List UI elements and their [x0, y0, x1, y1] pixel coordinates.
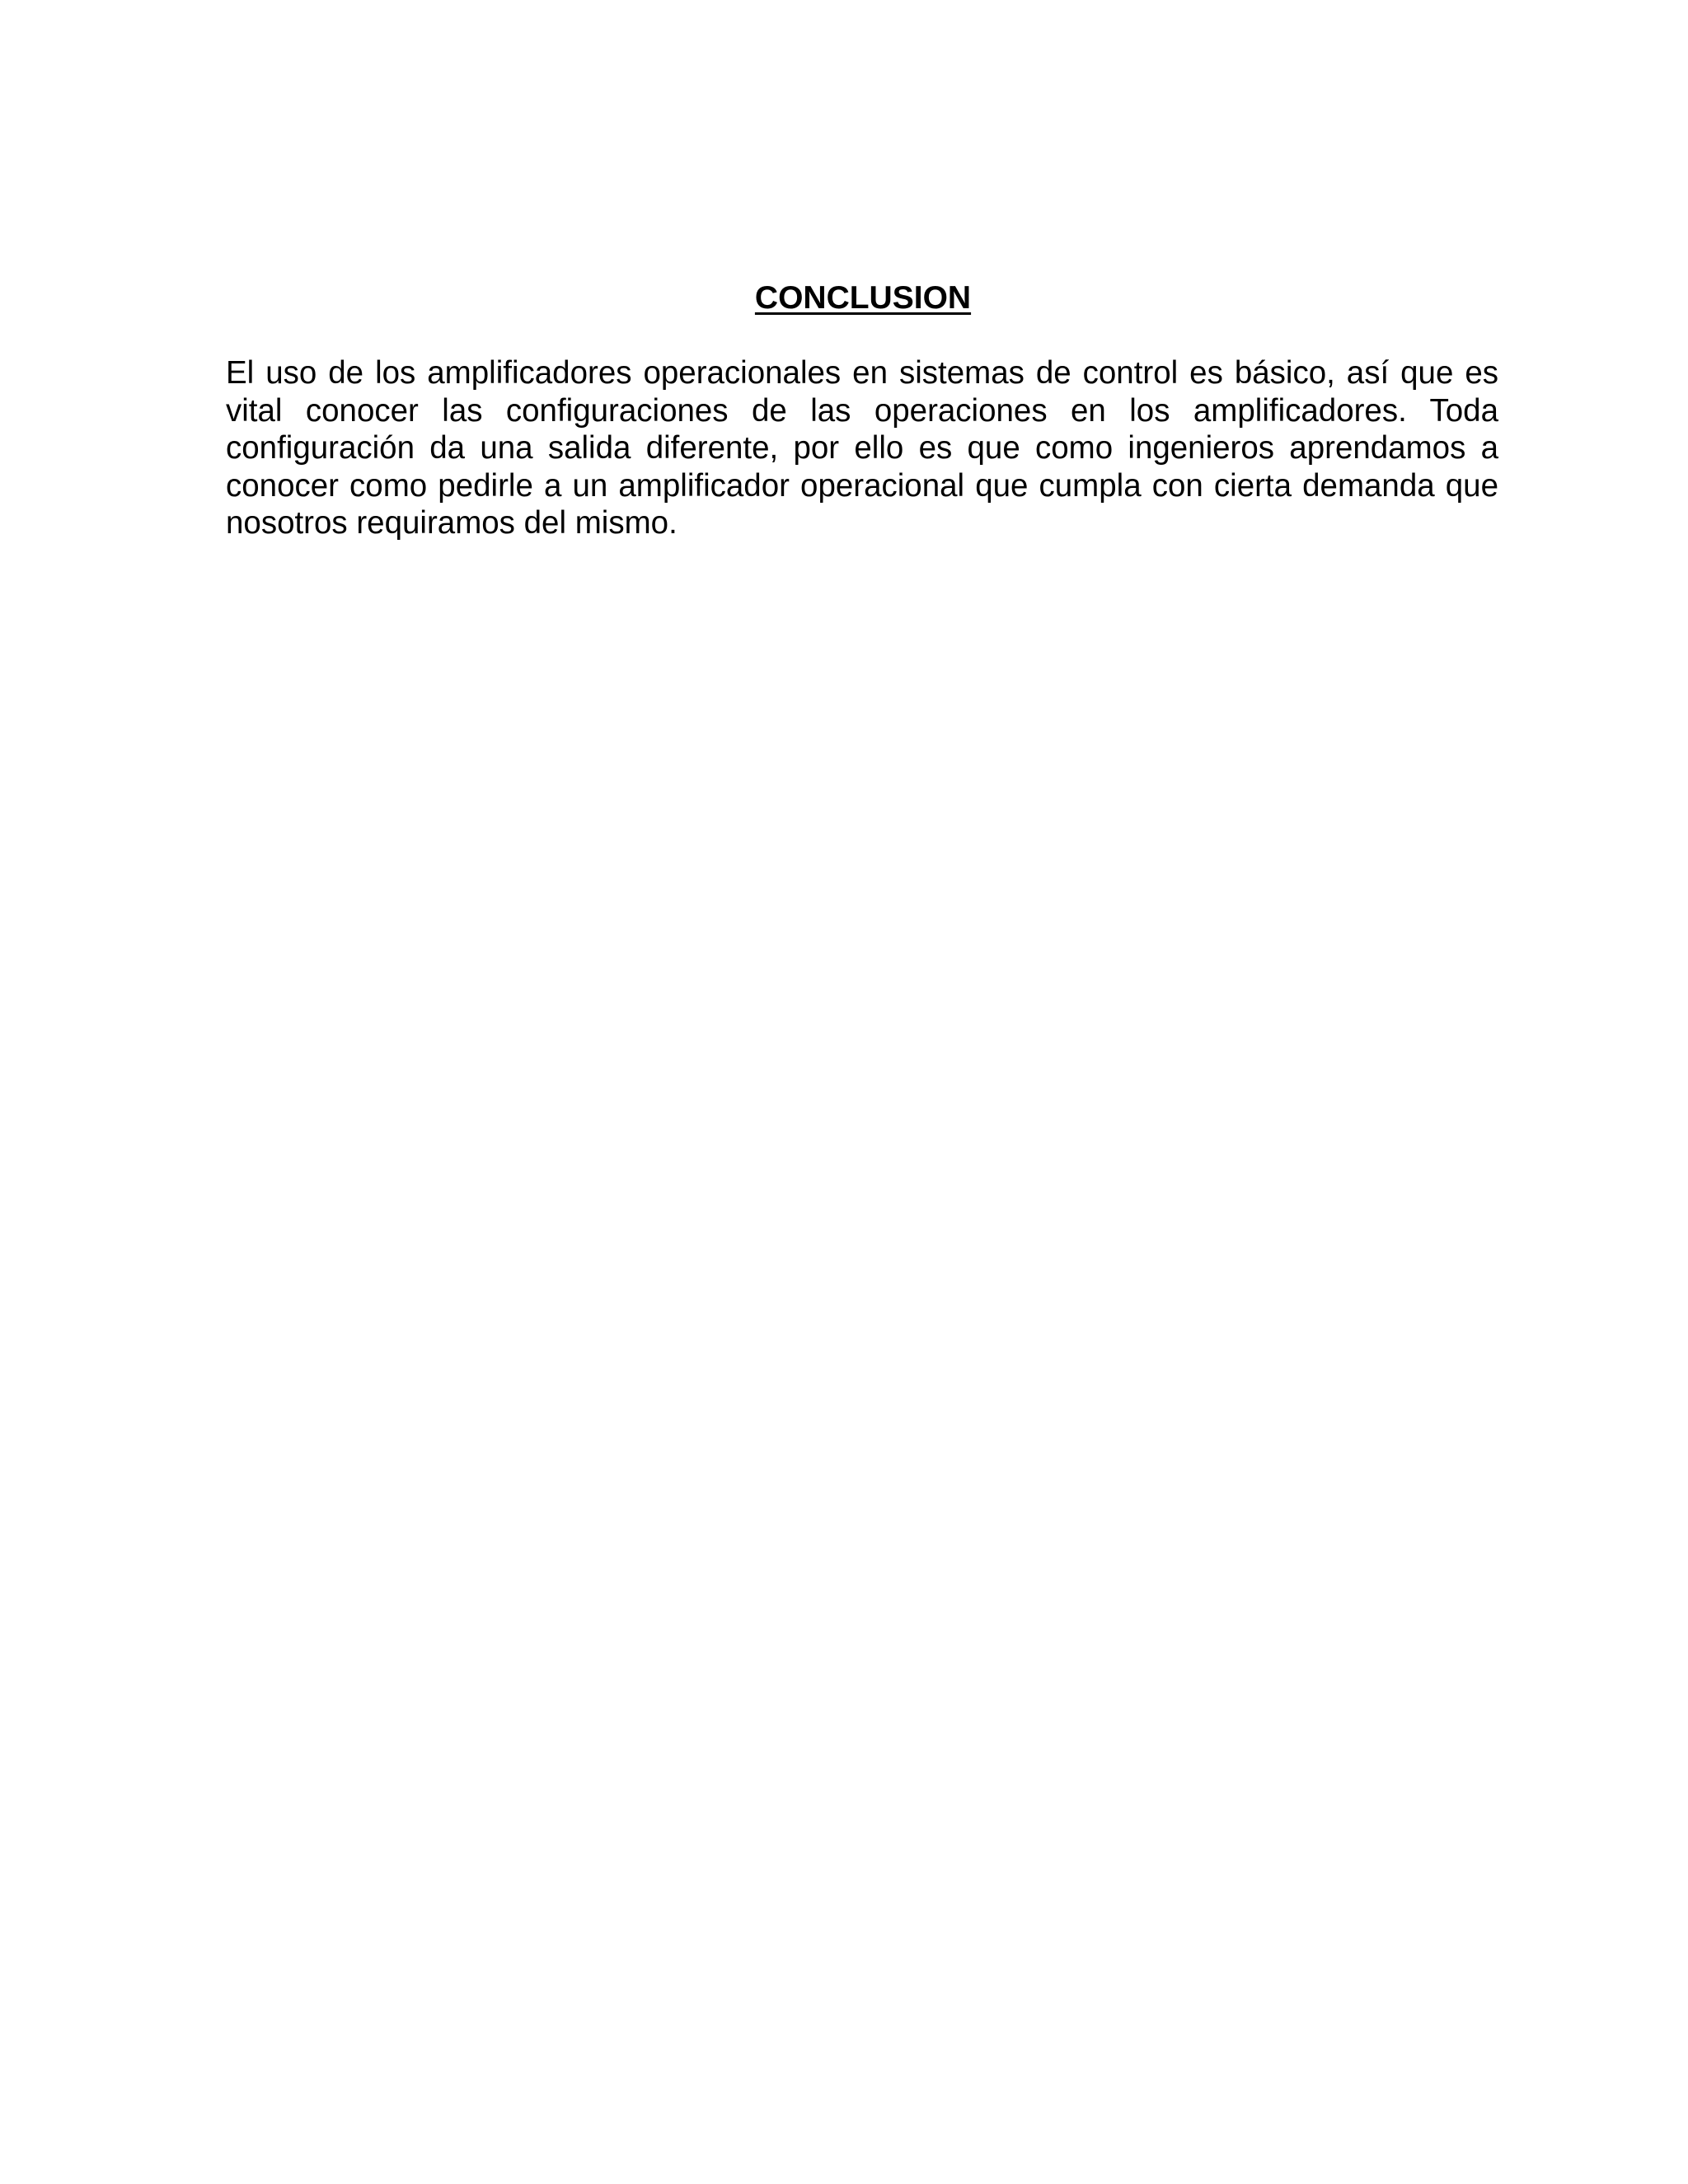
conclusion-paragraph: El uso de los amplificadores operacionales en sistemas de control es básico, así que es vital conocer las configuraciones de las operaciones en los amplificadores. Toda configuración da una salida diferente, por ello es que como ingenieros aprendamos a conocer como pedirle a un amplificador operacional que cumpla con cierta demanda que nosotros requiramos del mismo.	[226, 355, 1498, 541]
page-title: CONCLUSION	[754, 280, 972, 316]
